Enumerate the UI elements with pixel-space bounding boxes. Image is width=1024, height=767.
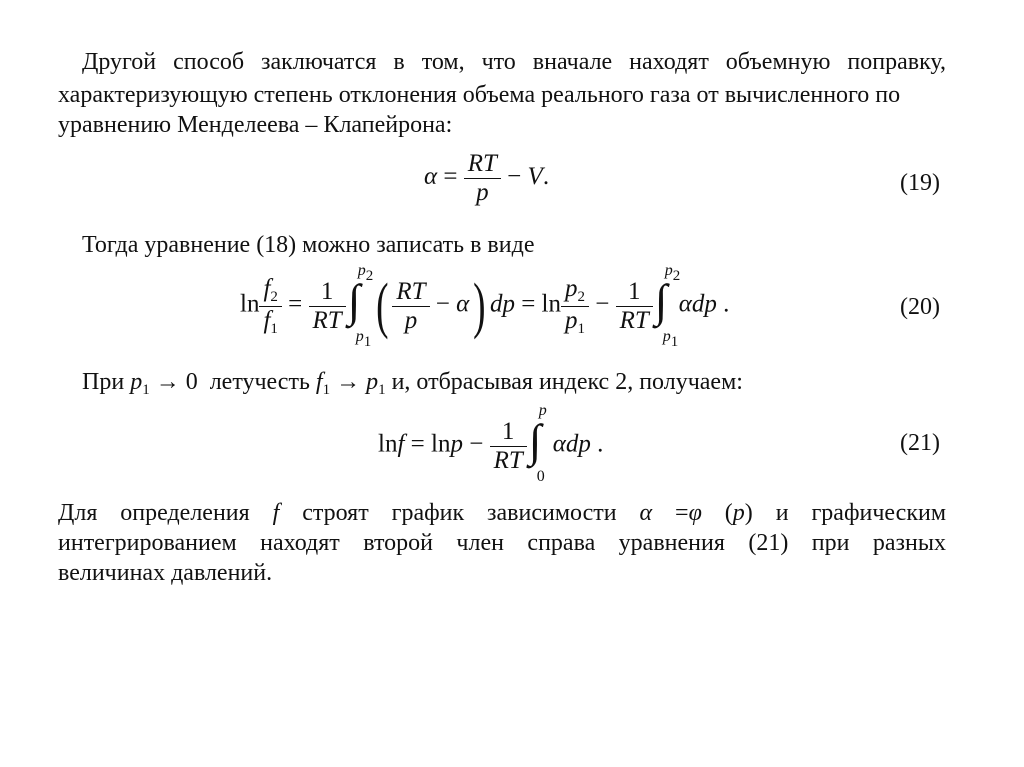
text-middle: летучесть [209,369,310,395]
text-line-2: интегрированием находят второй член справа уравнения (21) при разных [58,530,946,556]
equation-19: α = $\frac{RT}{p}$ − V. [424,150,550,206]
equation-20-number: (20) [900,294,940,320]
paragraph-conclusion [58,498,946,588]
integral-sign: ∫ p2 p1 [347,262,374,350]
text-line: При $p_1 \to 0$ летучесть $f_1 \to p_1$ и, отбрасывая индекс 2, получаем: [82,369,743,398]
equation-21-number: (21) [900,430,940,456]
equation-21: lnf = lnp − $\frac{1}{RT}$ ∫ p 0 αdp . [378,402,604,485]
paragraph-limit [82,367,946,405]
text-line-1: Для определения f строят график зависимости α =φ (p) и графическим [58,500,947,526]
paragraph-transition [82,230,946,260]
text-line-3: уравнению Менделеева – Клапейрона: [58,112,453,138]
integral-sign: ∫ p2 p1 [654,262,681,350]
integral-sign: ∫ p 0 [528,402,547,485]
text-line-2: характеризующую степень отклонения объема реального газа от вычисленного по [58,82,901,108]
text-line-3: величинах давлений. [58,560,273,586]
equation-20: ln $\frac{f_2}{f_1}$ = $\frac{1}{RT}$ ∫ p2 p1 ( $\frac{RT}{p}$ − α) dp = ln $\frac{p_2}{p_1}$ − $\frac{1}{RT}$ ∫ p2 p1 αdp . [240,262,730,350]
equation-19-number: (19) [900,170,940,196]
text-suffix: и, отбрасывая индекс 2, получаем: [391,369,743,395]
text-line [82,47,946,77]
text-prefix: При [82,369,125,395]
text-line-1: Другой способ заключатся в том, что вначале находят объемную поправку, [82,49,946,75]
paragraph-intro-cont [58,80,946,140]
text-line: Тогда уравнение (18) можно записать в виде [82,232,535,258]
paragraph-intro [82,47,946,77]
